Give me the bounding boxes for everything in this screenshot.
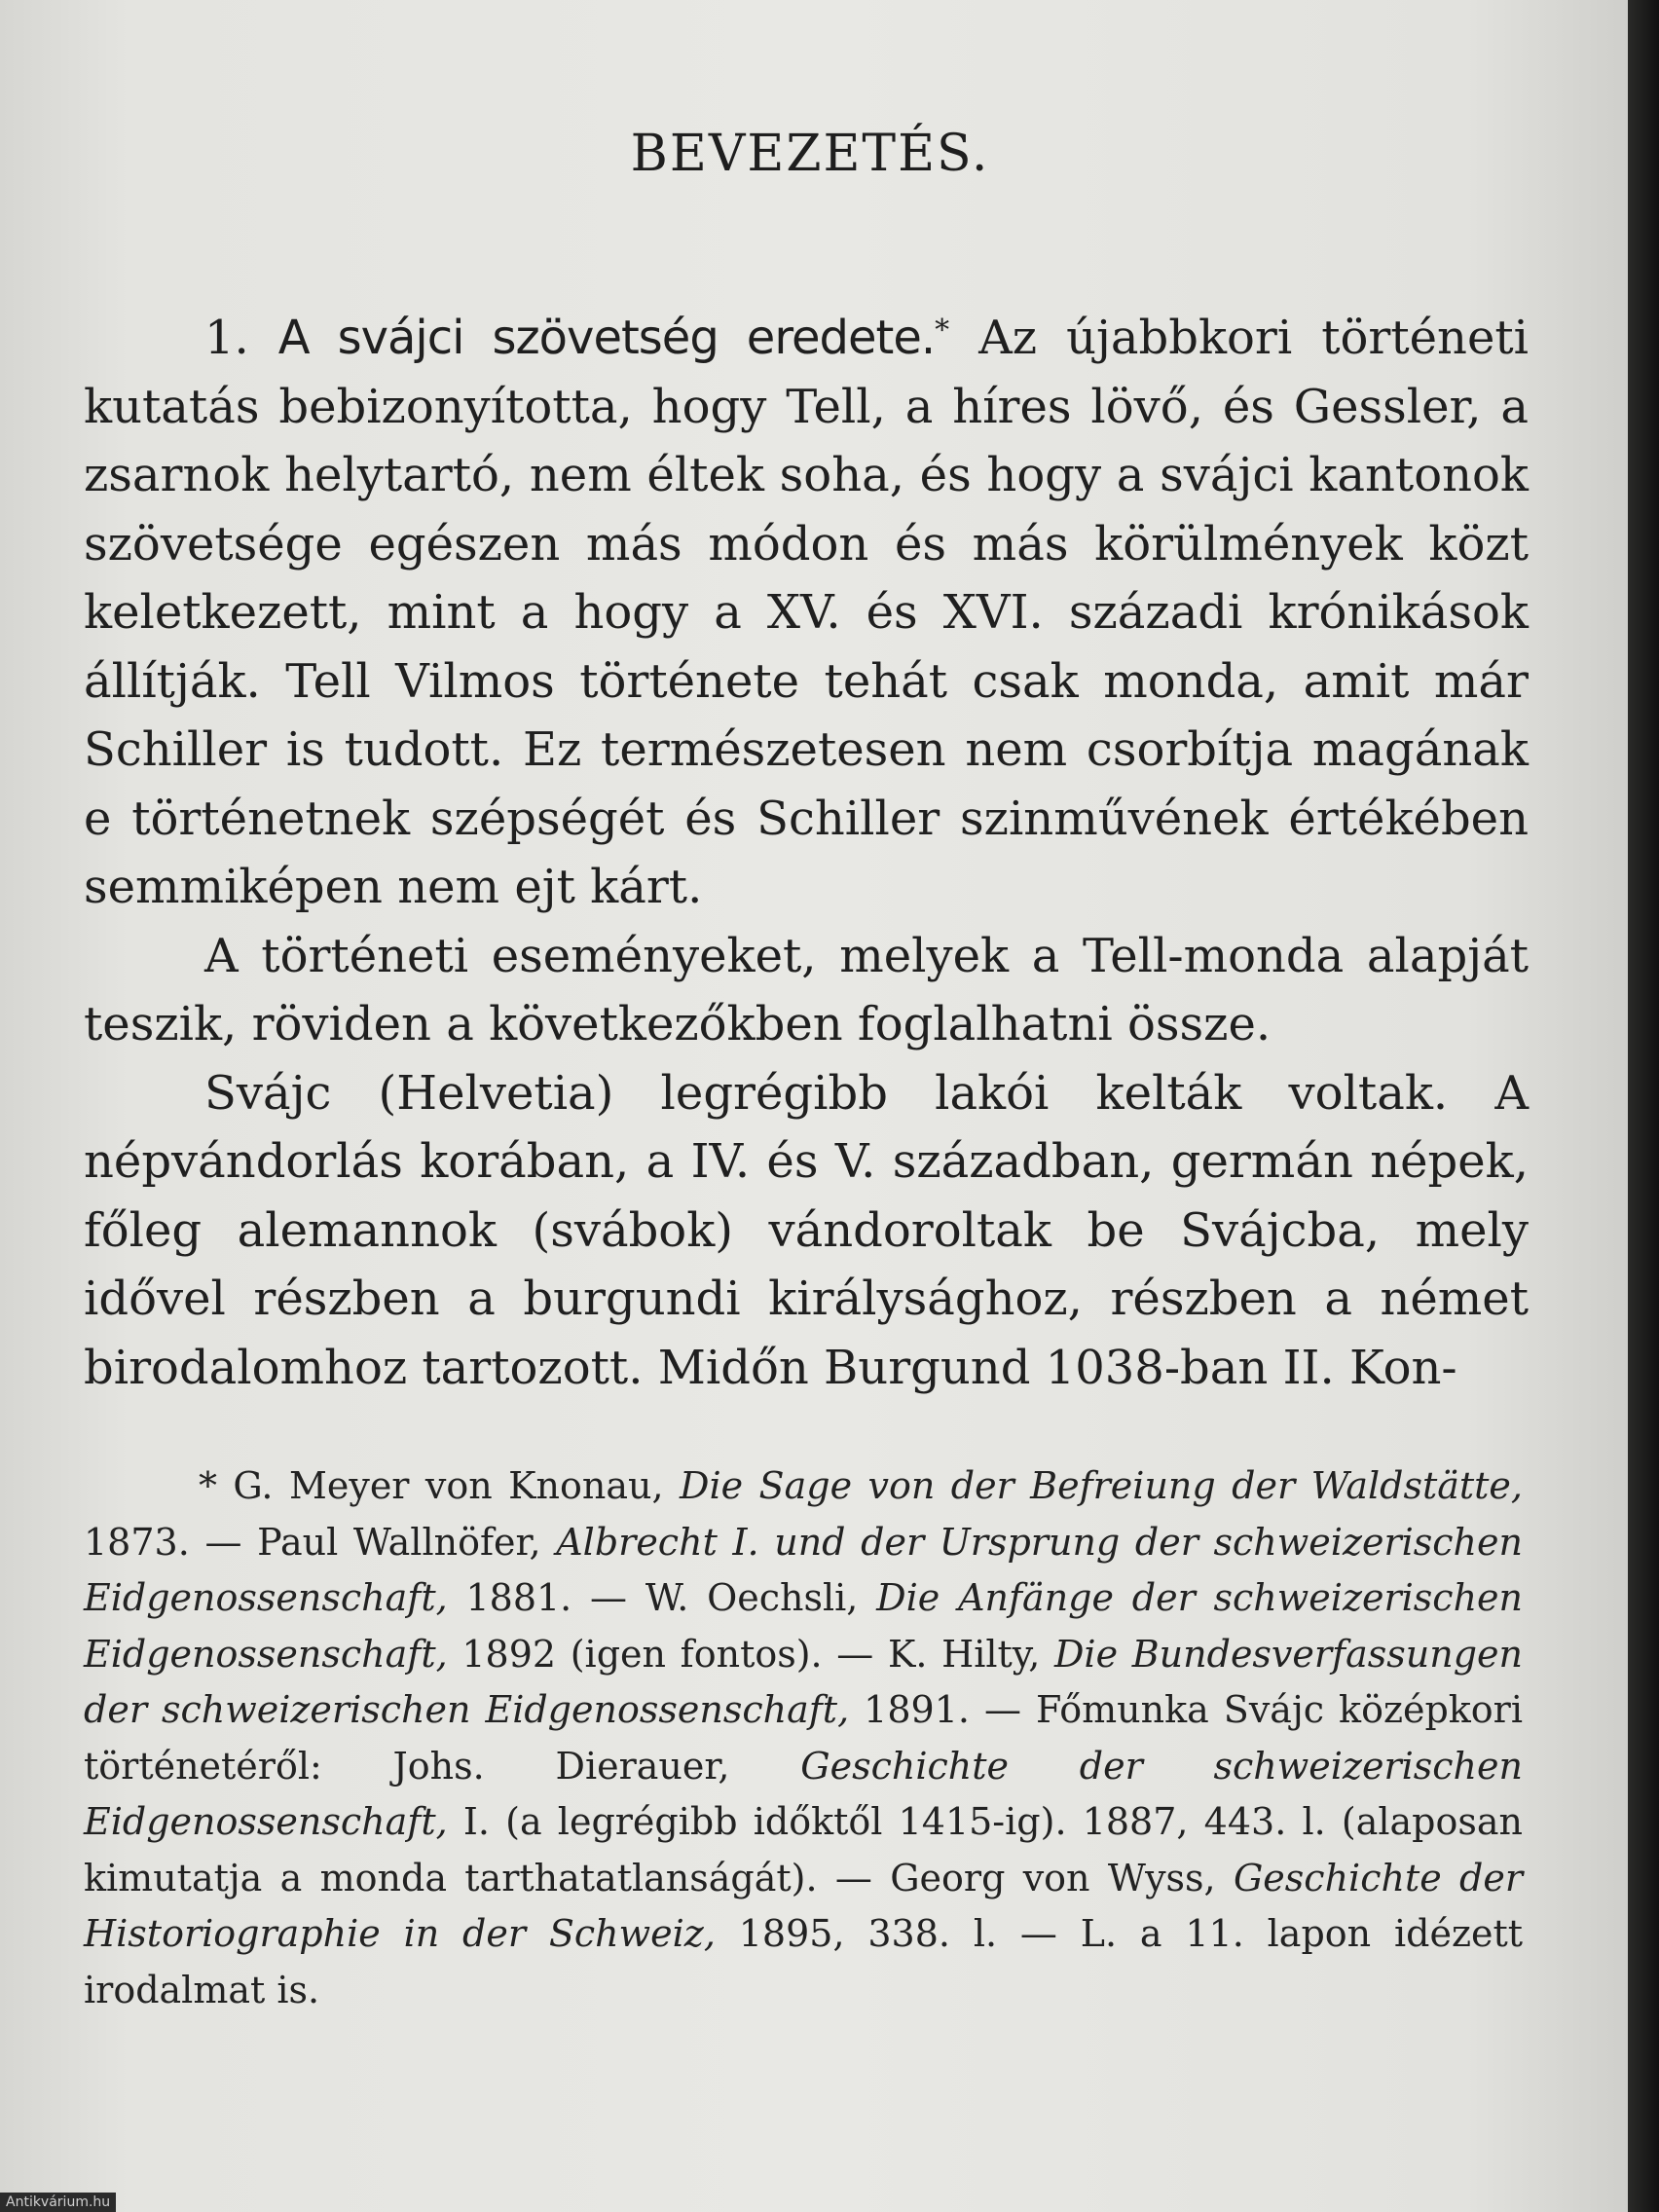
section-heading: A svájci szövetség eredete. bbox=[277, 311, 936, 365]
footnote-text bbox=[84, 1464, 1523, 2011]
footnote-segment: 1892 (igen fontos). — K. Hilty, bbox=[447, 1632, 1054, 1676]
footnote-reference[interactable]: * bbox=[935, 313, 950, 348]
footnote-segment: 1881. — W. Oechsli, bbox=[447, 1576, 877, 1619]
paragraph-1-text: Az újabbkori történeti kutatás bebizonyította, hogy Tell, a híres lövő, és Gessler, a zsarnok helytartó, nem éltek soha, és hogy a svájci kantonok szövetsége egészen más módon és más körülmények közt keletkezett, mint a hogy a XV. és XVI. századi krónikások állítják. Tell Vilmos története tehát csak monda, amit már Schiller is tudott. Ez természetesen nem csorbítja magának e történetnek szépségét és Schiller szinművének értékében semmiképen nem ejt kárt. bbox=[84, 311, 1529, 914]
body-text bbox=[84, 304, 1529, 1402]
footnote-work-title: Die Sage von der Befreiung der Waldstätte, bbox=[680, 1464, 1523, 1507]
page-title: BEVEZETÉS. bbox=[630, 125, 990, 183]
footnote-segment: 1891. — Főmunka Svájc középkori történetéről: Johs. Dierauer, bbox=[84, 1688, 1524, 1788]
footnotes bbox=[84, 1458, 1523, 2018]
footnote-segment: G. Meyer von Knonau, bbox=[217, 1464, 681, 1507]
page-edge-shadow bbox=[1628, 0, 1659, 2212]
paragraph-3: Svájc (Helvetia) legrégibb lakói kelták voltak. A népvándorlás korában, a IV. és V. században, germán népek, főleg alemannok (svábok) vándoroltak be Svájcba, mely idővel részben a burgundi királysághoz, részben a német birodalomhoz tartozott. Midőn Burgund 1038-ban II. Kon- bbox=[84, 1065, 1529, 1395]
footnote bbox=[84, 1458, 1523, 2018]
footnote-segment: 1873. — Paul Wallnöfer, bbox=[84, 1520, 557, 1564]
footnote-work-title: Albrecht I. und der Ursprung der schweizerischen Eidgenossenschaft, bbox=[84, 1520, 1523, 1619]
footnote-work-title: Die Bundesverfassungen der schweizerischen Eidgenossenschaft, bbox=[84, 1632, 1524, 1731]
section-number: 1. bbox=[204, 311, 249, 365]
paragraph-1 bbox=[84, 304, 1529, 922]
footnote-segment: 1895, 338. l. — L. a 11. lapon idézett irodalmat is. bbox=[84, 1912, 1523, 2011]
footnote-work-title: Die Anfänge der schweizerischen Eidgenossenschaft, bbox=[84, 1576, 1523, 1676]
paragraph-2: A történeti eseményeket, melyek a Tell-monda alapját teszik, röviden a következőkben foglalhatni össze. bbox=[84, 928, 1529, 1051]
footnote-mark: * bbox=[199, 1464, 217, 1507]
footnote-segment: I. (a legrégibb időktől 1415-ig). 1887, 443. l. (alaposan kimutatja a monda tarthatatlanságát). — Georg von Wyss, bbox=[84, 1800, 1523, 1899]
footnote-work-title: Geschichte der schweizerischen Eidgenossenschaft, bbox=[84, 1744, 1523, 1843]
watermark-label: Antikvárium.hu bbox=[0, 2193, 116, 2212]
footnote-work-title: Geschichte der Historiographie in der Schweiz, bbox=[84, 1856, 1523, 1955]
